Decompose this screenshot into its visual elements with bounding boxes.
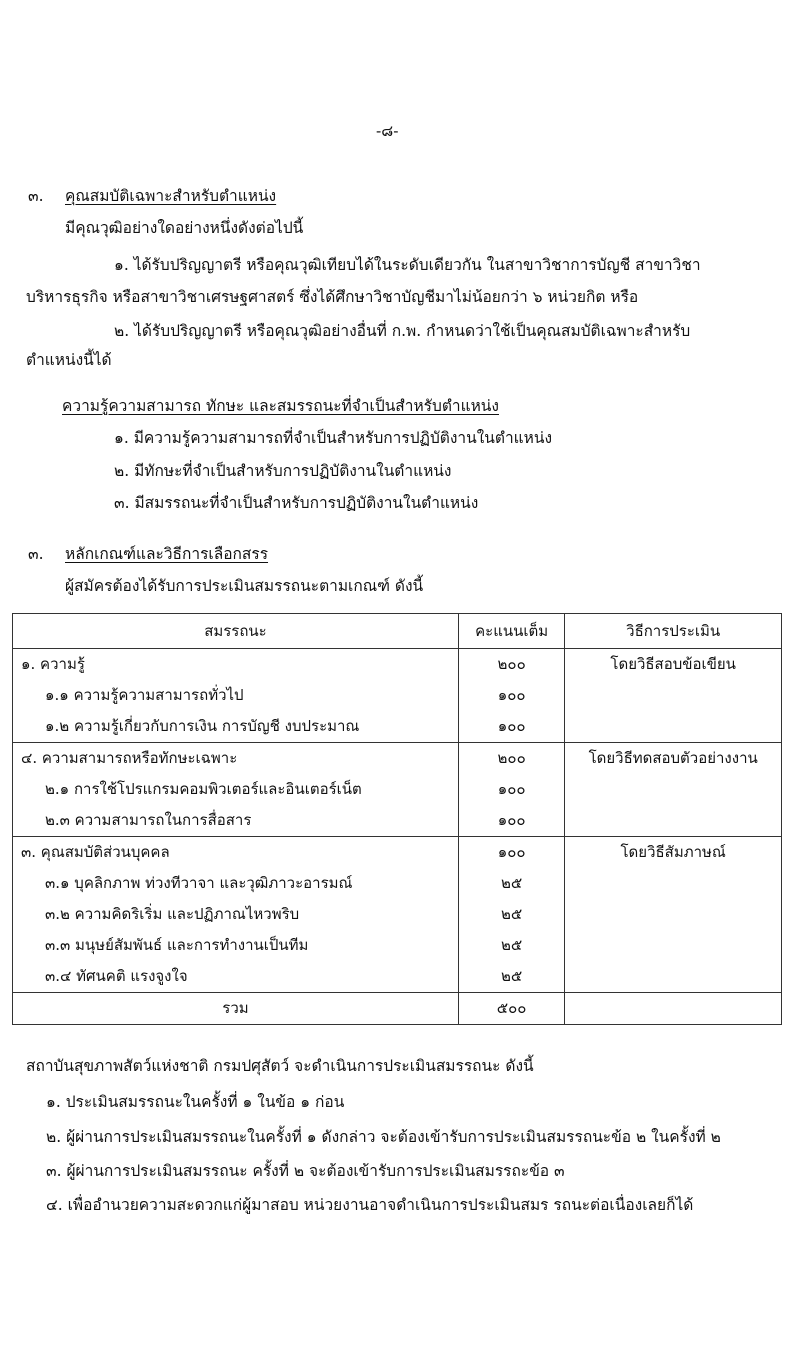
competency-table [12,613,782,1025]
row-label: ๒.๑ การใช้โปรแกรมคอมพิวเตอร์และอินเตอร์เน็ต [13,774,459,805]
qualification-item-1-line-1: ๑. ได้รับปริญญาตรี หรือคุณวุฒิเทียบได้ในระดับเดียวกัน ในสาขาวิชาการบัญชี สาขาวิชา [114,256,701,274]
qualification-item-2-line-2: ตำแหน่งนี้ได้ [26,351,112,369]
skill-item-1: ๑. มีความรู้ความสามารถที่จำเป็นสำหรับการปฏิบัติงานในตำแหน่ง [114,429,553,447]
total-score: ๕๐๐ [458,993,564,1025]
assessment-item-2: ๒. ผู้ผ่านการประเมินสมรรถนะในครั้งที่ ๑ ดังกล่าว จะต้องเข้ารับการประเมินสมรรถนะข้อ ๒ ในครั้งที่ ๒ [46,1128,721,1146]
skill-item-3: ๓. มีสมรรถนะที่จำเป็นสำหรับการปฏิบัติงานในตำแหน่ง [114,494,479,512]
group-score: ๒๐๐ [458,743,564,775]
group-method: โดยวิธีสอบข้อเขียน [565,649,782,681]
skill-item-2: ๒. มีทักษะที่จำเป็นสำหรับการปฏิบัติงานในตำแหน่ง [114,462,452,480]
row-score: ๑๐๐ [458,805,564,837]
header-full-score: คะแนนเต็ม [458,614,564,649]
table-total-row [13,993,782,1025]
row-label: ๓.๒ ความคิดริเริ่ม และปฏิภาณไหวพริบ [13,899,459,930]
row-score: ๒๕ [458,868,564,899]
table-row [13,899,782,930]
row-label: ๒.๓ ความสามารถในการสื่อสาร [13,805,459,837]
group-title: ๔. ความสามารถหรือทักษะเฉพาะ [13,743,459,775]
skill-heading: ความรู้ความสามารถ ทักษะ และสมรรถนะที่จำเป็นสำหรับตำแหน่ง [62,397,499,415]
row-label: ๓.๑ บุคลิกภาพ ท่วงทีวาจา และวุฒิภาวะอารมณ์ [13,868,459,899]
header-method: วิธีการประเมิน [565,614,782,649]
table-row [13,805,782,837]
row-score: ๑๐๐ [458,774,564,805]
table-group-row [13,743,782,775]
assessment-item-1: ๑. ประเมินสมรรถนะในครั้งที่ ๑ ในข้อ ๑ ก่อน [46,1093,345,1111]
table-row [13,961,782,993]
table-row [13,930,782,961]
group-method: โดยวิธีทดสอบตัวอย่างงาน [565,743,782,775]
row-label: ๑.๑ ความรู้ความสามารถทั่วไป [13,680,459,711]
row-label: ๑.๒ ความรู้เกี่ยวกับการเงิน การบัญชี งบประมาณ [13,711,459,743]
assessment-intro: สถาบันสุขภาพสัตว์แห่งชาติ กรมปศุสัตว์ จะดำเนินการประเมินสมรรถนะ ดังนี้ [26,1057,534,1075]
row-label: ๓.๓ มนุษย์สัมพันธ์ และการทำงานเป็นทีม [13,930,459,961]
table-group-row [13,649,782,681]
table-row [13,774,782,805]
criteria-heading: หลักเกณฑ์และวิธีการเลือกสรร [65,545,269,563]
group-method: โดยวิธีสัมภาษณ์ [565,837,782,869]
qualification-heading-number: ๓. [28,187,44,205]
criteria-heading-number: ๓. [28,545,44,563]
row-score: ๒๕ [458,899,564,930]
group-title: ๑. ความรู้ [13,649,459,681]
table-header-row [13,614,782,649]
row-label: ๓.๔ ทัศนคติ แรงจูงใจ [13,961,459,993]
group-title: ๓. คุณสมบัติส่วนบุคคล [13,837,459,869]
assessment-item-4: ๔. เพื่ออำนวยความสะดวกแก่ผู้มาสอบ หน่วยงานอาจดำเนินการประเมินสมร รถนะต่อเนื่องเลยก็ได้ [46,1196,694,1214]
header-competency: สมรรถนะ [13,614,459,649]
row-score: ๒๕ [458,961,564,993]
table-group-row [13,837,782,869]
table-row [13,680,782,711]
row-score: ๒๕ [458,930,564,961]
total-label: รวม [13,993,459,1025]
page-number: -๘- [376,122,399,140]
group-score: ๑๐๐ [458,837,564,869]
qualification-item-1-line-2: บริหารธุรกิจ หรือสาขาวิชาเศรษฐศาสตร์ ซึ่งได้ศึกษาวิชาบัญชีมาไม่น้อยกว่า ๖ หน่วยกิต หรือ [26,288,639,306]
qualification-intro: มีคุณวุฒิอย่างใดอย่างหนึ่งดังต่อไปนี้ [65,219,304,237]
group-score: ๒๐๐ [458,649,564,681]
qualification-heading: คุณสมบัติเฉพาะสำหรับตำแหน่ง [65,187,277,205]
qualification-item-2-line-1: ๒. ได้รับปริญญาตรี หรือคุณวุฒิอย่างอื่นที่ ก.พ. กำหนดว่าใช้เป็นคุณสมบัติเฉพาะสำหรับ [114,322,691,340]
row-score: ๑๐๐ [458,711,564,743]
table-row [13,711,782,743]
assessment-item-3: ๓. ผู้ผ่านการประเมินสมรรถนะ ครั้งที่ ๒ จะต้องเข้ารับการประเมินสมรรถะข้อ ๓ [46,1162,565,1180]
criteria-intro: ผู้สมัครต้องได้รับการประเมินสมรรถนะตามเกณฑ์ ดังนี้ [65,577,424,595]
table-row [13,868,782,899]
row-score: ๑๐๐ [458,680,564,711]
